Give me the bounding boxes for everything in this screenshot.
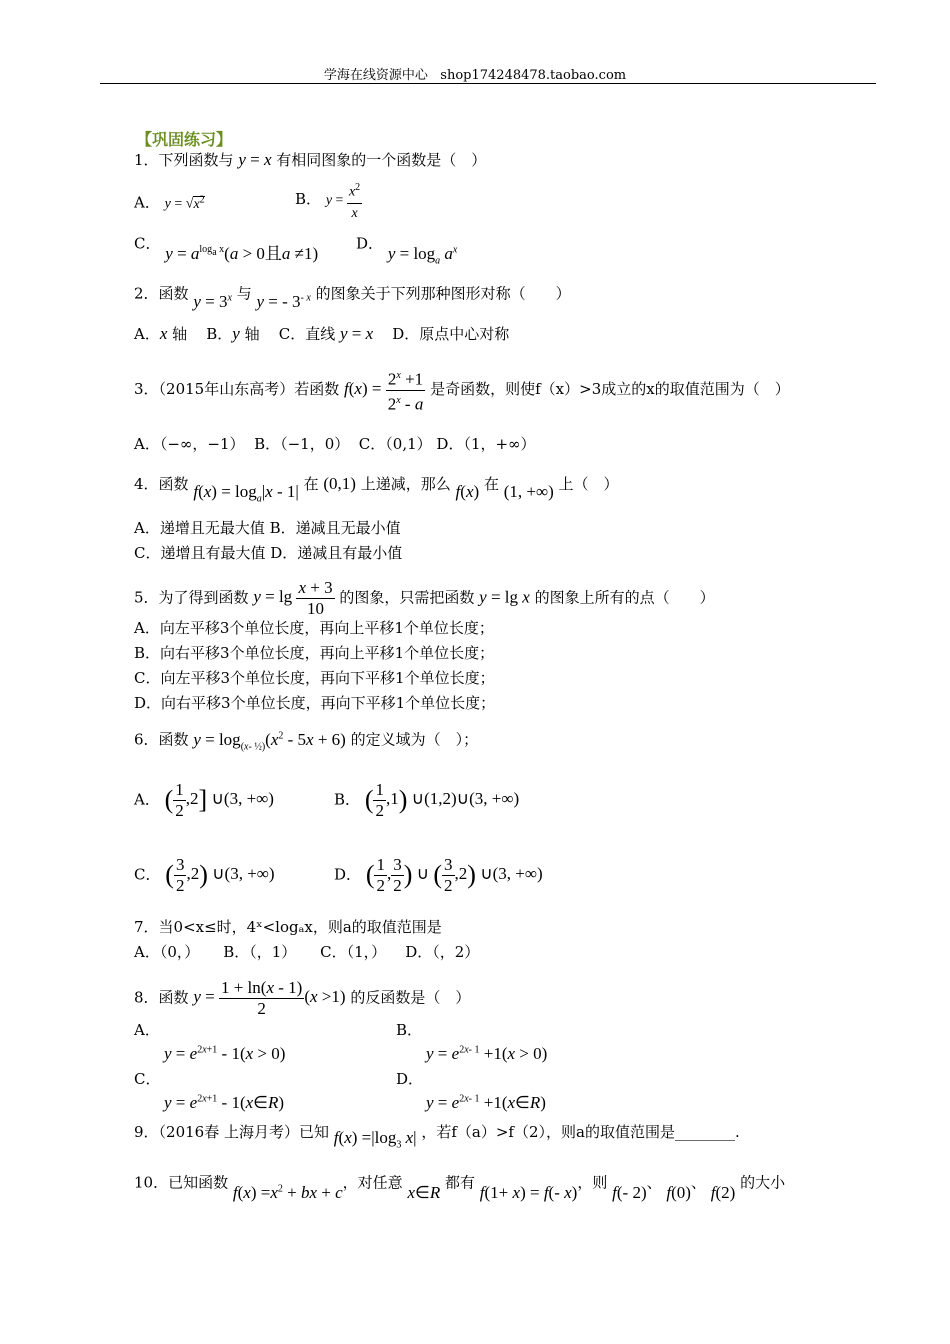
q1-text-b: 有相同图象的一个函数是（ ） [276,151,487,169]
q1-option-b-label: B． [295,190,322,209]
q8-option-c-label: C． [134,1070,161,1088]
q8-option-d-formula: $y = e^{2x- 1}$ +1(x∈R) [426,1092,546,1112]
q2-option-a: A． [134,325,160,343]
header-rule [100,83,876,84]
question-9 [134,1122,740,1149]
q10-text-e: 、 [646,1173,662,1192]
q10-formula-3: f(1+ x) = f(- x) [479,1182,578,1202]
q6-text-a: 6．函数 [134,730,189,749]
question-5 [134,578,715,619]
q3-text-b: 是奇函数，则使f（x）>3成立的x的取值范围为（ ） [430,380,790,399]
q6-option-b [334,780,519,821]
header-title: 学海在线资源中心 [323,68,428,83]
q10-formula-6: f(2) [710,1182,736,1202]
q8-option-d-label: D． [396,1070,424,1088]
q1-option-c-formula: $y = a^{log_a x}(a > 0$且a ≠1) [165,243,319,263]
q10-text-b: ，对任意 [342,1173,403,1192]
q5-text-c: 的图象上所有的点（ ） [534,588,715,607]
q5-option-c: C．向左平移3个单位长度，再向下平移1个单位长度； [134,669,495,687]
q6-option-b-formula: ( $\frac{1}{2}$ ,1) ∪(1,2)∪(3, +∞) [364,780,520,820]
q4-options-cd: C．递增且有最大值 D．递减且有最小值 [134,544,403,562]
q10-text-d: ，则 [577,1173,608,1192]
q2-formula-1: $y = 3^x$ [193,291,232,311]
q2-option-d: D．原点中心对称 [392,325,510,343]
q8-option-c-formula: $y = e^{2x+1}$ - 1(x∈R) [164,1092,285,1112]
question-1 [134,150,486,170]
q6-formula: $y = \log_{(x- \frac{1}{2})}(x^2 - 5x + 6)$ [193,729,346,753]
q7-option-c: C．（1，） [320,943,387,961]
q5-option-d: D．向右平移3个单位长度，再向下平移1个单位长度； [134,694,496,712]
q9-text-b: ，若f（a）>f（2），则a的取值范围是________. [421,1123,740,1141]
q1-option-d-label: D． [356,234,384,253]
q1-option-a [134,190,205,215]
q8-option-a-formula: $y = e^{2x+1} - 1(x > 0)$ [164,1043,286,1063]
q1-option-b-formula: y = $\frac{x^2}{x}$ [326,193,362,208]
q6-option-d-formula: ( $\frac{1}{2}$ , $\frac{3}{2}$ ) ∪ ( $\frac{3}{2}$ ,2) ∪(3, +∞) [365,855,543,895]
q5-formula-2: y = lg x [479,587,530,607]
q3-option-c: C．（0,1） [358,435,432,453]
q2-options: A．x 轴 B．y 轴 C．直线 y = x D．原点中心对称 [134,324,510,343]
q2-option-b-tail: 轴 [244,325,260,343]
q2-option-b: B． [206,325,233,343]
q2-option-c: C．直线 [278,325,336,343]
q3-option-a: A．（−∞，−1） [134,435,245,453]
q6-option-d [334,855,543,896]
q2-text-a: 2．函数 [134,284,189,303]
q9-text-a: 9．（2016春 上海月考）已知 [134,1123,329,1141]
q10-text-a: 10．已知函数 [134,1173,229,1192]
q4-text-c: 上递减，那么 [360,475,451,493]
question-6 [134,726,478,757]
q3-formula: f(x) = $\frac{2^x +1}{2^x - a}$ [344,379,425,398]
q5-option-a: A．向左平移3个单位长度，再向上平移1个单位长度； [134,619,494,637]
q3-option-d: D．（1，+∞） [436,435,536,453]
q1-option-a-formula: $y = √x^2$ [164,194,205,212]
q4-options-ab: A．递增且无最大值 B．递减且无最小值 [134,519,401,537]
q8-text-b: 的反函数是（ ） [350,988,471,1007]
question-8 [134,978,470,1019]
q7-options [134,942,479,962]
q8-option-c [134,1069,284,1113]
q4-text-e: 上（ ） [558,475,619,493]
q6-option-a-formula: ( $\frac{1}{2}$ ,2] ∪(3, +∞) [164,780,274,820]
q1-formula: y = x [238,150,272,169]
q8-formula: y = $\frac{1 + \ln(x - 1)}{2}$ (x >1) [193,978,346,1018]
q1-text-a: 1．下列函数与 [134,151,234,169]
q8-option-b [396,1020,547,1064]
q1-option-d-formula: $y = \log_a a^x$ [387,243,458,267]
q2-text-b: 与 [236,284,252,303]
question-4 [134,474,619,505]
q1-option-b [295,178,362,224]
q5-text-a: 5．为了得到函数 [134,588,249,607]
q8-option-a [134,1020,285,1064]
q6-option-c [134,855,275,896]
q6-text-b: 的定义域为（ ）； [350,730,479,749]
q8-option-b-formula: $y = e^{2x- 1} +1(x > 0)$ [426,1043,548,1063]
q3-text-a: 3．（2015年山东高考）若函数 [134,380,340,399]
q6-option-b-label: B． [334,790,361,809]
q7-option-d: D．（，2） [405,943,480,961]
q8-text-a: 8．函数 [134,988,189,1007]
q8-option-d [396,1069,546,1113]
q10-text-g: 的大小 [740,1173,786,1192]
q9-formula: $f(x) =|\log_3$ x| [333,1128,417,1151]
q4-text-d: 在 [483,475,499,493]
q6-option-a-label: A． [134,790,160,809]
q7-option-b: B．（，1） [223,943,297,961]
q4-interval-1: (0,1) [323,474,356,493]
q10-formula-4: f(- 2) [612,1182,647,1202]
q7-option-a: A．（0，） [134,943,200,961]
q8-option-b-label: B． [396,1021,423,1039]
q8-option-a-label: A． [134,1021,160,1039]
q6-option-d-label: D． [334,865,362,884]
q4-text-a: 4．函数 [134,475,189,493]
q10-formula-5: f(0) [666,1182,691,1202]
q6-option-c-formula: ( $\frac{3}{2}$ ,2) ∪(3, +∞) [165,855,275,895]
q5-option-b: B．向右平移3个单位长度，再向上平移1个单位长度； [134,644,495,662]
q4-formula-1: $f(x) = \log_a|x - 1|$ [193,482,299,505]
q1-option-c [134,230,319,263]
q5-text-b: 的图象，只需把函数 [339,588,475,607]
q4-interval-2: (1, +∞) [503,482,554,501]
q6-option-a [134,780,274,821]
q10-formula-1: $f(x) =x^2$ + bx + c [232,1182,343,1202]
q4-text-b: 在 [303,475,319,493]
question-3 [134,366,790,414]
section-title: 【巩固练习】 [136,130,233,149]
q3-options [134,434,536,454]
header-shop: shop174248478.taobao.com [440,68,627,83]
question-2 [134,280,571,311]
q1-option-c-label: C． [134,234,161,253]
q2-formula-2: y = - $3^{- x}$ [256,291,311,311]
q10-text-c: 都有 [444,1173,475,1192]
q2-option-a-tail: 轴 [172,325,188,343]
page-header [0,64,950,83]
q1-option-d [356,230,458,267]
q4-formula-2: f(x) [455,482,480,501]
question-7: 7．当0<x≤时，4ˣ<logₐx，则a的取值范围是 [134,918,442,936]
question-10 [134,1169,786,1202]
q1-option-a-label: A． [134,193,160,212]
q5-formula-1: y = lg $\frac{x + 3}{10}$ [253,578,333,618]
q6-option-c-label: C． [134,865,161,884]
q3-option-b: B．（−1，0） [254,435,350,453]
q10-formula-2: x∈R [407,1182,441,1202]
q2-text-c: 的图象关于下列那种图形对称（ ） [315,284,571,303]
q10-text-f: 、 [690,1173,706,1192]
